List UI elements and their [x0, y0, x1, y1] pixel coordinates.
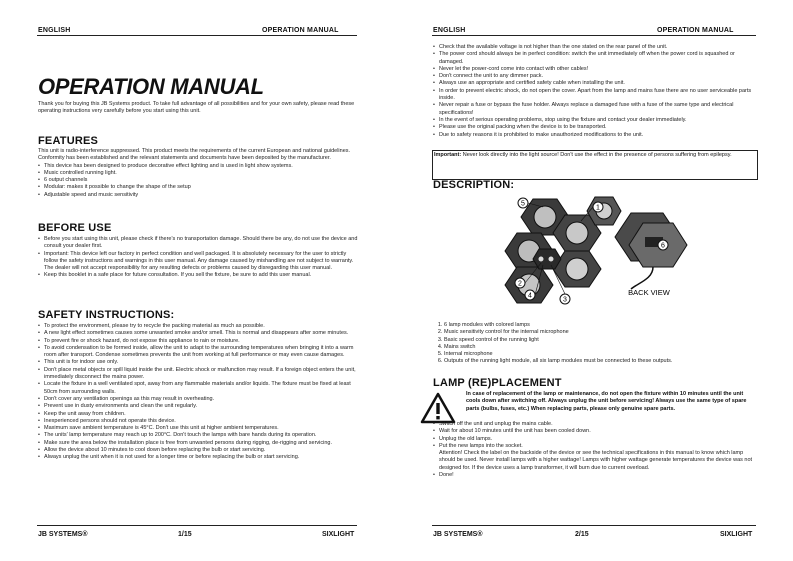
list-item: • Don't cover any ventilation openings as this may result in overheating. — [38, 396, 358, 403]
knob-icon — [549, 257, 554, 262]
header-doc-title: OPERATION MANUAL — [262, 27, 339, 34]
list-item: 1. 6 lamp modules with colored lamps — [444, 322, 755, 329]
features-body: This unit is radio-interference suppressed. This product meets the requirements of the current European and national guidelines. Conformity has been established and the relevant statements and documents have been deposited by the manufacturer. • This device has been designed to produce decorative effect lighting and is used in light show systems. • Music controlled running light. • 6 output channels • Modular: makes it possible to change the shape of the setup • Adjustable speed and music sensitivity — [38, 148, 358, 199]
callout-label: 3 — [563, 296, 567, 304]
callout-label: 6 — [661, 242, 665, 250]
footer-page-number: 1/15 — [178, 531, 192, 538]
list-item: • Always use an appropriate and certified safety cable when installing the unit. — [433, 80, 755, 87]
before-use-body — [38, 236, 358, 280]
list-item: 2. Music sensitivity control for the internal microphone — [444, 329, 755, 336]
footer-product: SIXLIGHT — [322, 531, 355, 538]
list-item: • Don't connect the unit to any dimmer pack. — [433, 73, 755, 80]
list-item: • Music controlled running light. — [38, 170, 358, 177]
list-item: • Unplug the old lamps. — [433, 436, 755, 443]
safety-heading: SAFETY INSTRUCTIONS: — [38, 309, 175, 321]
important-warning-text: Important: Never look directly into the light source! Don't use the effect in the presence of persons suffering from epilepsy. — [434, 152, 732, 158]
list-item: • Maximum save ambient temperature is 45°C. Don't use this unit at higher ambient temperatures. — [38, 425, 358, 432]
list-item: • This unit is for indoor use only. — [38, 359, 358, 366]
before-use-heading: BEFORE USE — [38, 222, 112, 234]
list-item: 5. Internal microphone — [444, 351, 755, 358]
list-item: • Wait for about 10 minutes until the unit has been cooled down. — [433, 428, 755, 435]
list-item: • Keep the unit away from children. — [38, 411, 358, 418]
list-item: • Due to safety reasons it is prohibited to make unauthorized modifications to the unit. — [433, 132, 755, 139]
footer-brand: JB SYSTEMS® — [38, 531, 88, 538]
lamp-lens — [534, 206, 556, 228]
knob-icon — [539, 257, 544, 262]
list-item: • Inexperienced persons should not operate this device. — [38, 418, 358, 425]
list-item: • Please use the original packing when the device is to be transported. — [433, 124, 755, 131]
lamp-replacement-heading: LAMP (RE)PLACEMENT — [433, 377, 562, 389]
warning-triangle-svg — [420, 392, 456, 424]
list-item: • Before you start using this unit, please check if there's no transportation damage. Should there be any, do not use the device and consult your dealer first. — [38, 236, 358, 251]
intro-text: Thank you for buying this JB Systems product. To take full advantage of all possibilities and for your own safety, please read these operating instructions very carefully before you start using this unit. — [38, 101, 355, 115]
list-item: • Modular: makes it possible to change the shape of the setup — [38, 184, 358, 191]
footer-rule — [432, 525, 756, 526]
list-item: 6. Outputs of the running light module, all six lamp modules must be connected to these outputs. — [444, 358, 755, 365]
list-item: • Done! — [433, 472, 755, 479]
list-item: • Allow the device about 10 minutes to cool down before replacing the bulb or start servicing. — [38, 447, 358, 454]
list-item: • Locate the fixture in a well ventilated spot, away from any flammable materials and/or liquids. The fixture must be fixed at least 50cm from surrounding walls. — [38, 381, 358, 396]
list-item: • Prevent use in dusty environments and clean the unit regularly. — [38, 403, 358, 410]
list-item: • 6 output channels — [38, 177, 358, 184]
header-doc-title: OPERATION MANUAL — [657, 27, 734, 34]
list-item: • Always unplug the unit when it is not used for a longer time or before replacing the bulb or start servicing. — [38, 454, 358, 461]
warning-triangle-icon — [420, 392, 456, 424]
list-item: • Put the new lamps into the socket. — [433, 443, 755, 450]
footer-product: SIXLIGHT — [720, 531, 753, 538]
list-item: • In the event of serious operating problems, stop using the fixture and contact your dealer immediately. — [433, 117, 755, 124]
list-item: • Don't place metal objects or spill liquid inside the unit. Electric shock or malfunction may result. If a foreign object enters the unit, immediately disconnect the mains power. — [38, 367, 358, 382]
features-heading: FEATURES — [38, 135, 99, 147]
list-item: • The power cord should always be in perfect condition: switch the unit immediately off when the power cord is squashed or damaged. — [433, 51, 755, 66]
list-item: • The units' lamp temperature may reach up to 200°C. Don't touch the lamps with bare hands during its operation. — [38, 432, 358, 439]
header-language: ENGLISH — [433, 27, 466, 34]
list-item: • Make sure the area below the installation place is free from unwanted persons during rigging, de-rigging and servicing. — [38, 440, 358, 447]
back-view-label: BACK VIEW — [628, 288, 670, 297]
attention-note: Attention! Check the label on the backside of the device or see the technical specifications in this manual to know which lamp should be used. Never install lamps with a higher wattage! Lamps with higher wattage generate temperatures the device was not designed for. If the device uses a lamp transformer, it will burn due to current overload. — [439, 450, 753, 471]
list-item: • To prevent fire or shock hazard, do not expose this appliance to rain or moisture. — [38, 338, 358, 345]
description-heading: DESCRIPTION: — [433, 179, 515, 191]
lamp-lens — [566, 222, 588, 244]
control-module — [533, 249, 561, 269]
callout-label: 5 — [521, 200, 525, 208]
page-left — [0, 0, 396, 561]
header-language: ENGLISH — [38, 27, 71, 34]
header-rule — [432, 35, 756, 36]
footer-rule — [37, 525, 357, 526]
list-item: 3. Basic speed control of the running light — [444, 337, 755, 344]
safety-body — [38, 323, 358, 462]
product-figure — [503, 193, 695, 311]
lamp-steps — [433, 421, 755, 479]
footer-page-number: 2/15 — [575, 531, 589, 538]
callout-label: 1 — [596, 204, 600, 212]
page-title: OPERATION MANUAL — [38, 74, 264, 99]
header-rule — [37, 35, 357, 36]
footer-brand: JB SYSTEMS® — [433, 531, 483, 538]
list-item: • Switch off the unit and unplug the mains cable. — [433, 421, 755, 428]
list-item: 4. Mains switch — [444, 344, 755, 351]
callout-label: 2 — [518, 280, 522, 288]
list-item: • A new light effect sometimes causes some unwanted smoke and/or smell. This is normal and disappears after some minutes. — [38, 330, 358, 337]
list-item: • In order to prevent electric shock, do not open the cover. Apart from the lamp and mains fuse there are no user serviceable parts inside. — [433, 88, 755, 103]
list-item: • To avoid condensation to be formed inside, allow the unit to adapt to the surrounding temperatures when bringing it into a warm room after transport. Condense sometimes prevents the unit from working at full performance or may even cause damages. — [38, 345, 358, 360]
list-item: • Keep this booklet in a safe place for future consultation. If you sell the fixture, be sure to add this user manual. — [38, 272, 358, 279]
list-item: • Adjustable speed and music sensitivity — [38, 192, 358, 199]
list-item: • This device has been designed to produce decorative effect lighting and is used in light show systems. — [38, 163, 358, 170]
callout-label: 4 — [528, 292, 532, 300]
list-item: • To protect the environment, please try to recycle the packing material as much as possible. — [38, 323, 358, 330]
lamp-lens — [566, 258, 588, 280]
sixlight-illustration — [503, 193, 695, 311]
list-item: • Never let the power-cord come into contact with other cables! — [433, 66, 755, 73]
lamp-warning-text: In case of replacement of the lamp or maintenance, do not open the fixture within 10 minutes until the unit cools down after switching off. Always unplug the unit before servicing! Always use the same type of spare parts (bulbs, fuses, etc.) When replacing parts, please only genuine spare parts. — [466, 391, 747, 412]
list-item: • Never repair a fuse or bypass the fuse holder. Always replace a damaged fuse with a fuse of the same type and electrical specifications! — [433, 102, 755, 117]
safety-continued-body — [433, 44, 755, 139]
list-item: • Important: This device left our factory in perfect condition and well packaged. It is absolutely necessary for the user to strictly follow the safety instructions and warnings in this user manual. Any damage caused by mishandling are not subject to warranty. The dealer will not accept responsibility for any resulting defects or problems caused by disregarding this user manual. — [38, 251, 358, 273]
description-list — [433, 322, 755, 366]
list-item: • Check that the available voltage is not higher than the one stated on the rear panel of the unit. — [433, 44, 755, 51]
